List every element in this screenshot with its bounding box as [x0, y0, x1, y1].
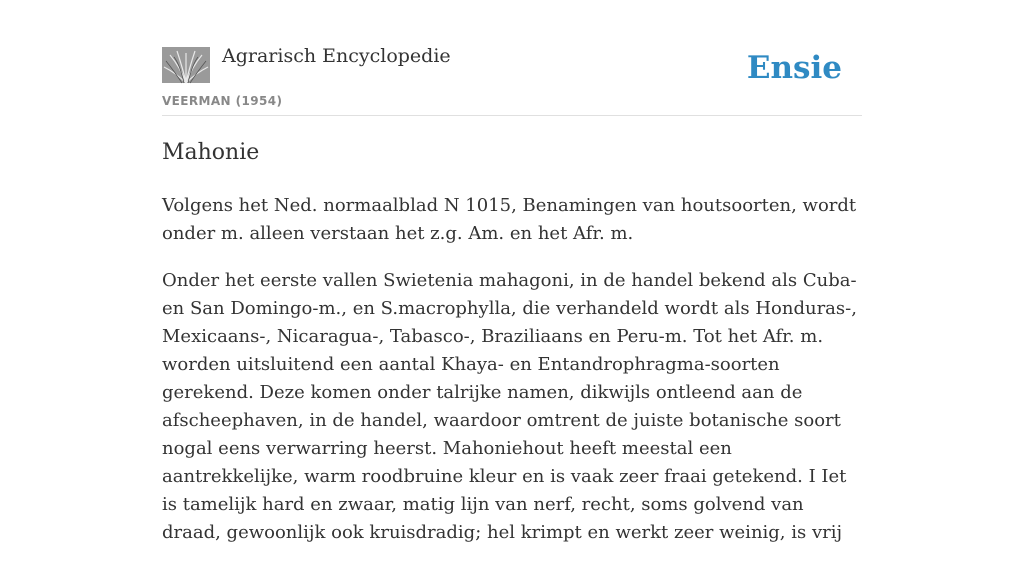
article-paragraph: Onder het eerste vallen Swietenia mahagoni, in de handel bekend als Cuba- en San Domingo-m., en S.macrophylla, die verhandeld wordt als Honduras-, Mexicaans-, Nicaragua-, Tabasco-, Braziliaans en Peru-m. Tot het Afr. m. worden uitsluitend een aantal Khaya- en Entandrophragma-soorten gerekend. Deze komen onder talrijke namen, dikwijls ontleend aan de afscheephaven, in de handel, waardoor omtrent de juiste botanische soort nogal eens verwarring heerst. Mahoniehout heeft meestal een aantrekkelijke, warm roodbruine kleur en is vaak zeer fraai getekend. I Iet is tamelijk hard en zwaar, matig lijn van nerf, recht, soms golvend van draad, gewoonlijk ook kruisdradig; hel krimpt en werkt zeer weinig, is vrij [162, 270, 857, 543]
article-body [162, 192, 862, 566]
article-paragraph: Volgens het Ned. normaalblad N 1015, Benamingen van houtsoorten, wordt onder m. alleen verstaan het z.g. Am. en het Afr. m. [162, 195, 857, 244]
ensie-logo-link[interactable]: Ensie [746, 50, 842, 86]
author-label: VEERMAN (1954) [162, 94, 283, 108]
article-title: Mahonie [162, 140, 260, 165]
content-column [162, 0, 862, 543]
source-header [162, 0, 862, 116]
wheat-logo-icon[interactable] [162, 47, 210, 83]
source-title[interactable]: Agrarisch Encyclopedie [222, 45, 451, 67]
